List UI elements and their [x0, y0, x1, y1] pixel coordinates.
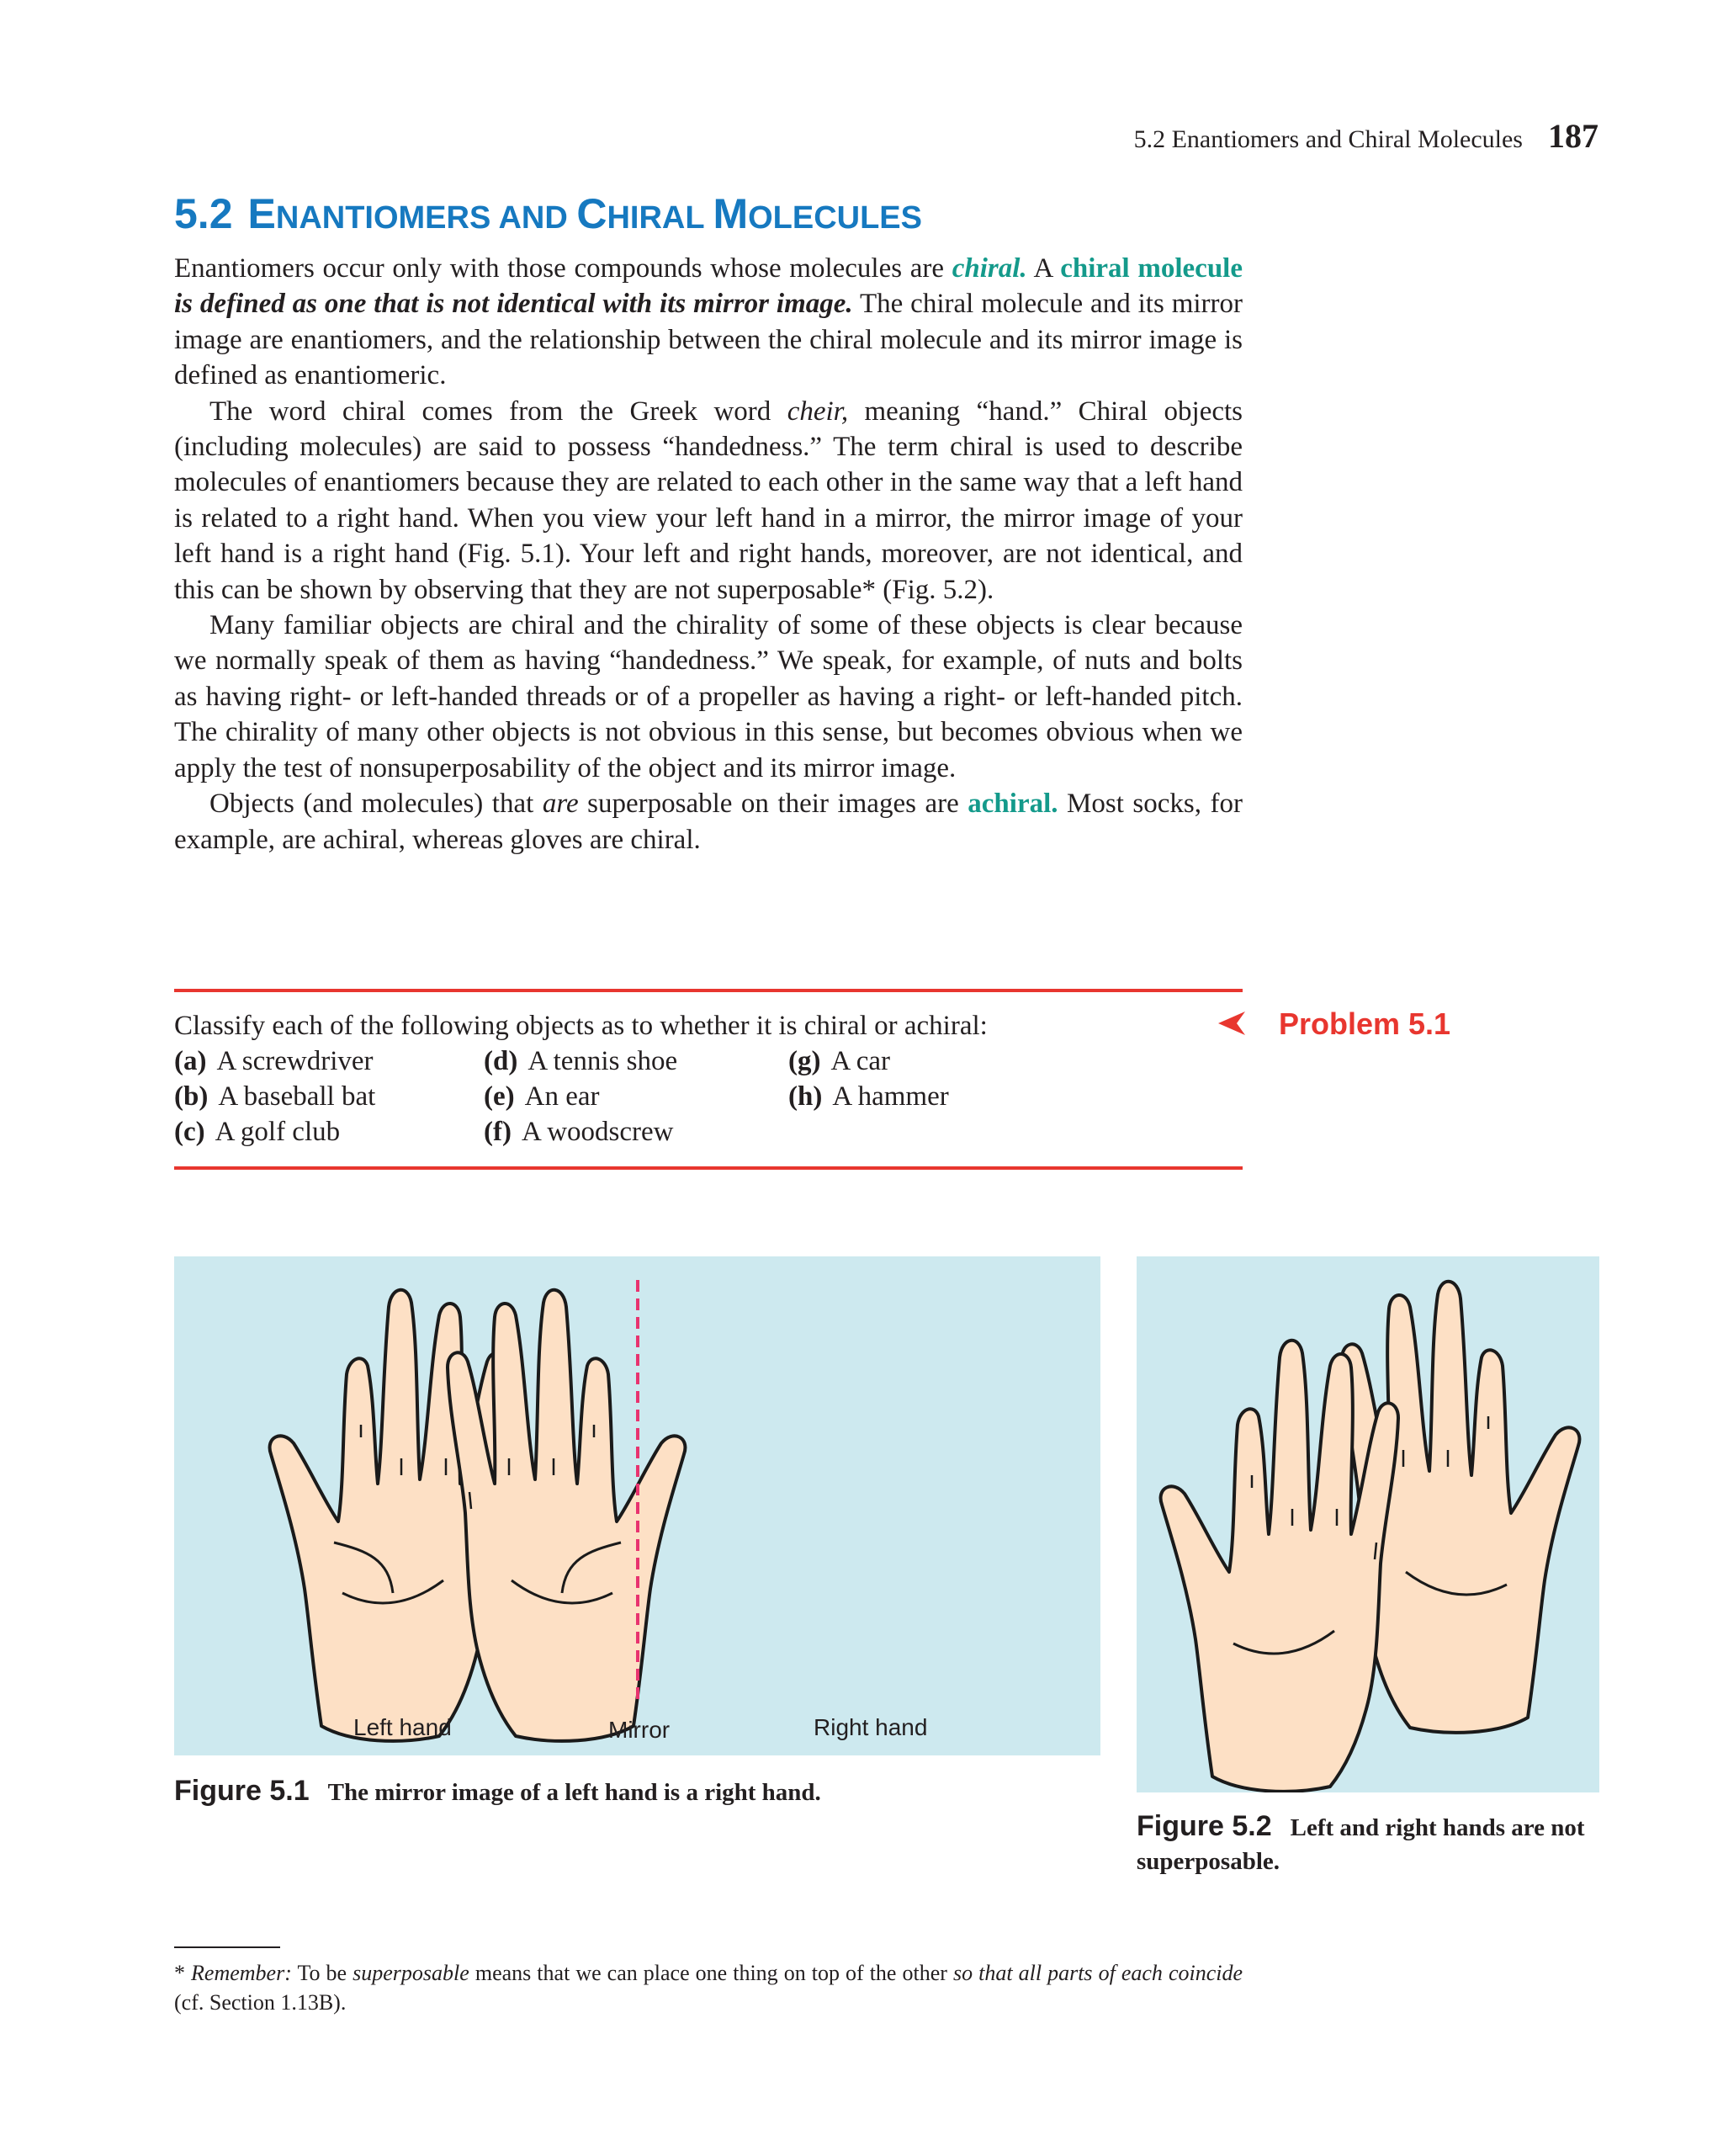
problem-top-rule	[174, 989, 1243, 992]
text-run: superposable	[353, 1961, 469, 1985]
paragraph-3	[174, 608, 1243, 786]
heading-part: E	[247, 190, 276, 237]
heading-part: OLECULES	[748, 200, 922, 236]
item-key: (a)	[174, 1046, 207, 1077]
problem-item-f	[484, 1114, 674, 1150]
figure-5-2	[1137, 1256, 1599, 1792]
item-text: A car	[830, 1046, 891, 1077]
item-text: A hammer	[832, 1081, 949, 1113]
text-run: Enantiomers occur only with those compounds whose molecules are	[174, 253, 952, 284]
caption-label: Figure 5.1	[174, 1775, 310, 1807]
item-key: (c)	[174, 1117, 205, 1148]
text-run: superposable on their images are	[578, 789, 968, 820]
label-right-hand: Right hand	[814, 1714, 928, 1740]
caption-label: Figure 5.2	[1137, 1810, 1272, 1842]
body-text	[174, 251, 1243, 858]
figure-5-2-caption	[1137, 1809, 1599, 1878]
problem-label: Problem 5.1	[1279, 1006, 1451, 1041]
item-text: A woodscrew	[521, 1117, 674, 1148]
text-run: Remember:	[191, 1961, 292, 1985]
text-run: *	[174, 1961, 192, 1985]
caption-text: Left and right hands are not superposable.	[1137, 1814, 1585, 1875]
problem-item-b	[174, 1079, 375, 1114]
problem-item-h	[788, 1079, 949, 1114]
paragraph-4	[174, 786, 1243, 858]
label-mirror: Mirror	[608, 1717, 671, 1743]
paragraph-1	[174, 251, 1243, 394]
italic-word-cheir: cheir,	[787, 396, 849, 427]
item-key: (d)	[484, 1046, 518, 1077]
problem-item-d	[484, 1043, 677, 1079]
key-term-chiral-molecule: chiral molecule	[1060, 253, 1243, 284]
text-run: To be	[291, 1961, 353, 1985]
problem-items	[174, 1043, 1243, 1151]
footnote	[174, 1958, 1243, 2017]
problem-bottom-rule	[174, 1166, 1243, 1170]
text-run: The chiral molecule and its mirror image are enantiomers, and the relationship between the chiral molecule and its mirror image is defined as enantiomeric.	[174, 289, 1243, 391]
problem-item-e	[484, 1079, 600, 1114]
problem-item-c	[174, 1114, 340, 1150]
text-run: A	[1026, 253, 1061, 284]
text-run: (cf. Section 1.13B).	[174, 1990, 347, 2015]
text-run: Most socks, for example, are achiral, whereas gloves are chiral.	[174, 789, 1243, 855]
figure-5-1-caption	[174, 1774, 1100, 1809]
footnote-rule	[174, 1946, 280, 1948]
heading-part: C	[576, 190, 607, 237]
caption-text: The mirror image of a left hand is a right hand.	[327, 1779, 821, 1806]
italic-word-are: are	[542, 789, 579, 820]
page-number: 187	[1548, 117, 1598, 155]
item-key: (b)	[174, 1081, 209, 1113]
text-run: The word chiral comes from the Greek word	[209, 396, 787, 427]
item-text: A screwdriver	[216, 1046, 374, 1077]
running-head	[1134, 116, 1598, 156]
item-key: (h)	[788, 1081, 823, 1113]
heading-part: M	[713, 190, 749, 237]
hands-mirror-illustration	[174, 1256, 1100, 1755]
text-run: Many familiar objects are chiral and the chirality of some of these objects is clear because we normally speak of them as having “handedness.” We speak, for example, of nuts and bolts as having right- or left-handed threads or of a propeller as having a right- or left-handed pitch. The chirality of many other objects is not obvious in this sense, but becomes obvious when we apply the test of nonsuperposability of the object and its mirror image.	[174, 610, 1243, 783]
right-hand-drawing	[448, 1290, 685, 1741]
item-text: A baseball bat	[218, 1081, 376, 1113]
problem-prompt: Classify each of the following objects as to whether it is chiral or achiral:	[174, 1011, 988, 1041]
section-number: 5.2	[174, 190, 233, 237]
definition-text: is defined as one that is not identical with its mirror image.	[174, 289, 853, 320]
text-run: so that all parts of each coincide	[952, 1961, 1243, 1985]
problem-box	[174, 1008, 1243, 1151]
key-term-chiral: chiral.	[952, 253, 1027, 284]
item-text: A tennis shoe	[528, 1046, 678, 1077]
item-key: (f)	[484, 1117, 512, 1148]
hands-overlap-illustration	[1137, 1256, 1599, 1792]
heading-part: NANTIOMERS AND	[275, 200, 577, 236]
text-run: meaning “hand.” Chiral objects (including molecules) are said to possess “handedness.” The term chiral is used to describe molecules of enantiomers because they are related to each other in the same way that a left hand is related to a right hand. When you view your left hand in a mirror, the mirror image of your left hand is a right hand (Fig. 5.1). Your left and right hands, moreover, are not identical, and this can be shown by observing that they are not superposable* (Fig. 5.2).	[174, 396, 1243, 605]
item-key: (g)	[788, 1046, 821, 1077]
heading-part: HIRAL	[607, 200, 713, 236]
figure-5-1	[174, 1256, 1100, 1755]
running-head-title: 5.2 Enantiomers and Chiral Molecules	[1133, 125, 1523, 153]
item-key: (e)	[484, 1081, 515, 1113]
label-left-hand: Left hand	[353, 1714, 452, 1740]
problem-item-a	[174, 1043, 374, 1079]
problem-item-g	[788, 1043, 890, 1079]
item-text: An ear	[524, 1081, 600, 1113]
paragraph-2	[174, 394, 1243, 608]
section-heading	[174, 189, 922, 238]
key-term-achiral: achiral.	[968, 789, 1058, 820]
text-run: means that we can place one thing on top of the other	[469, 1961, 953, 1985]
item-text: A golf club	[215, 1117, 341, 1148]
text-run: Objects (and molecules) that	[209, 789, 543, 820]
